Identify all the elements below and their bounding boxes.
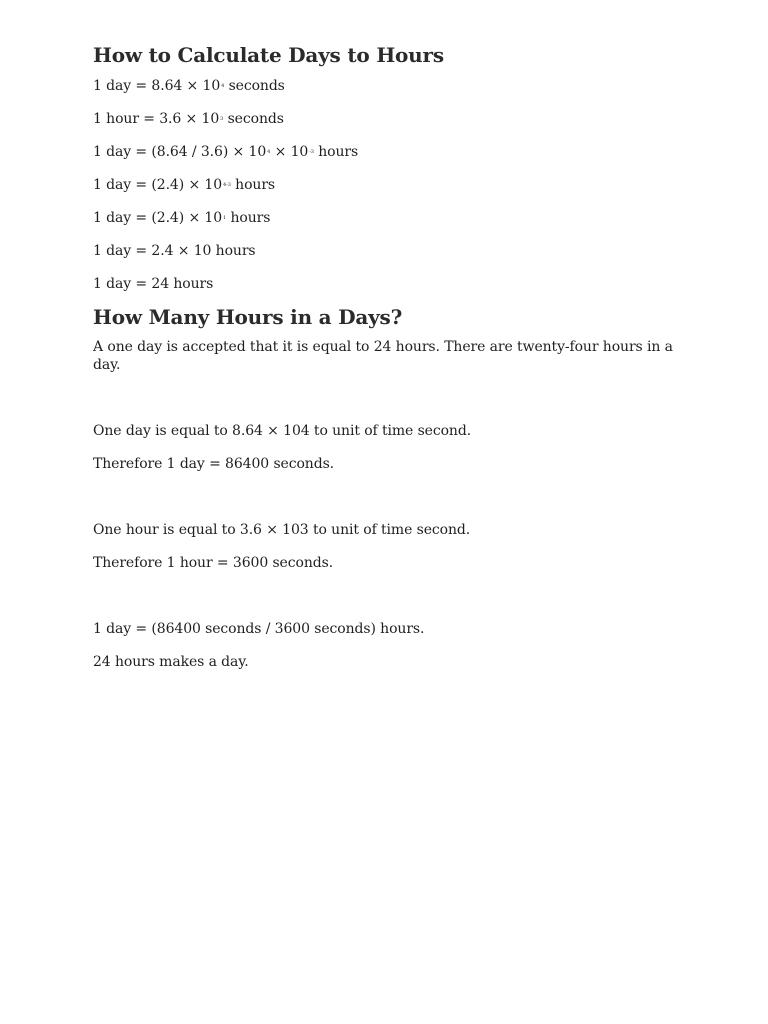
equation-text: hours — [226, 210, 271, 226]
document-page — [93, 40, 683, 671]
equation-line — [93, 275, 683, 293]
hour-seconds-statement: One hour is equal to 3.6 × 103 to unit of time second. — [93, 522, 471, 538]
equation-line — [93, 77, 683, 95]
day-seconds-statement: One day is equal to 8.64 × 104 to unit of time second. — [93, 423, 472, 439]
equation-line — [93, 176, 683, 194]
equation-line — [93, 110, 683, 128]
equation-line — [93, 242, 683, 260]
equation-text: 1 day = 24 hours — [93, 276, 214, 292]
exponent: 4 — [221, 83, 225, 89]
exponent: 3 — [220, 116, 224, 122]
equation-text: hours — [230, 177, 276, 193]
equation-text: 1 hour = 3.6 × 10 — [93, 111, 220, 127]
hour-seconds-result: Therefore 1 hour = 3600 seconds. — [93, 555, 334, 571]
exponent: 4-3 — [223, 182, 231, 188]
equation-text: 1 day = 2.4 × 10 hours — [93, 243, 256, 259]
exponent: 1 — [223, 215, 227, 221]
heading-calculate-days-to-hours: How to Calculate Days to Hours — [93, 43, 444, 67]
equation-text: 1 day = 8.64 × 10 — [93, 78, 221, 94]
heading-how-many-hours: How Many Hours in a Days? — [93, 305, 403, 329]
equation-text: 1 day = (2.4) × 10 — [93, 177, 223, 193]
equation-line — [93, 209, 683, 227]
equation-text: hours — [313, 144, 359, 160]
division-statement: 1 day = (86400 seconds / 3600 seconds) hours. — [93, 621, 425, 637]
section-hours-in-a-day — [93, 302, 683, 671]
intro-paragraph: A one day is accepted that it is equal to 24 hours. There are twenty-four hours in a day. — [93, 339, 673, 373]
section-days-to-hours — [93, 40, 683, 293]
equation-text: seconds — [224, 78, 285, 94]
equation-text: 1 day = (2.4) × 10 — [93, 210, 223, 226]
exponent: -3 — [309, 149, 314, 155]
conclusion-statement: 24 hours makes a day. — [93, 654, 249, 670]
equation-text: 1 day = (8.64 / 3.6) × 10 — [93, 144, 267, 160]
equation-line — [93, 143, 683, 161]
day-seconds-result: Therefore 1 day = 86400 seconds. — [93, 456, 335, 472]
equation-text: seconds — [223, 111, 284, 127]
exponent: 4 — [267, 149, 271, 155]
equation-text: × 10 — [270, 144, 309, 160]
